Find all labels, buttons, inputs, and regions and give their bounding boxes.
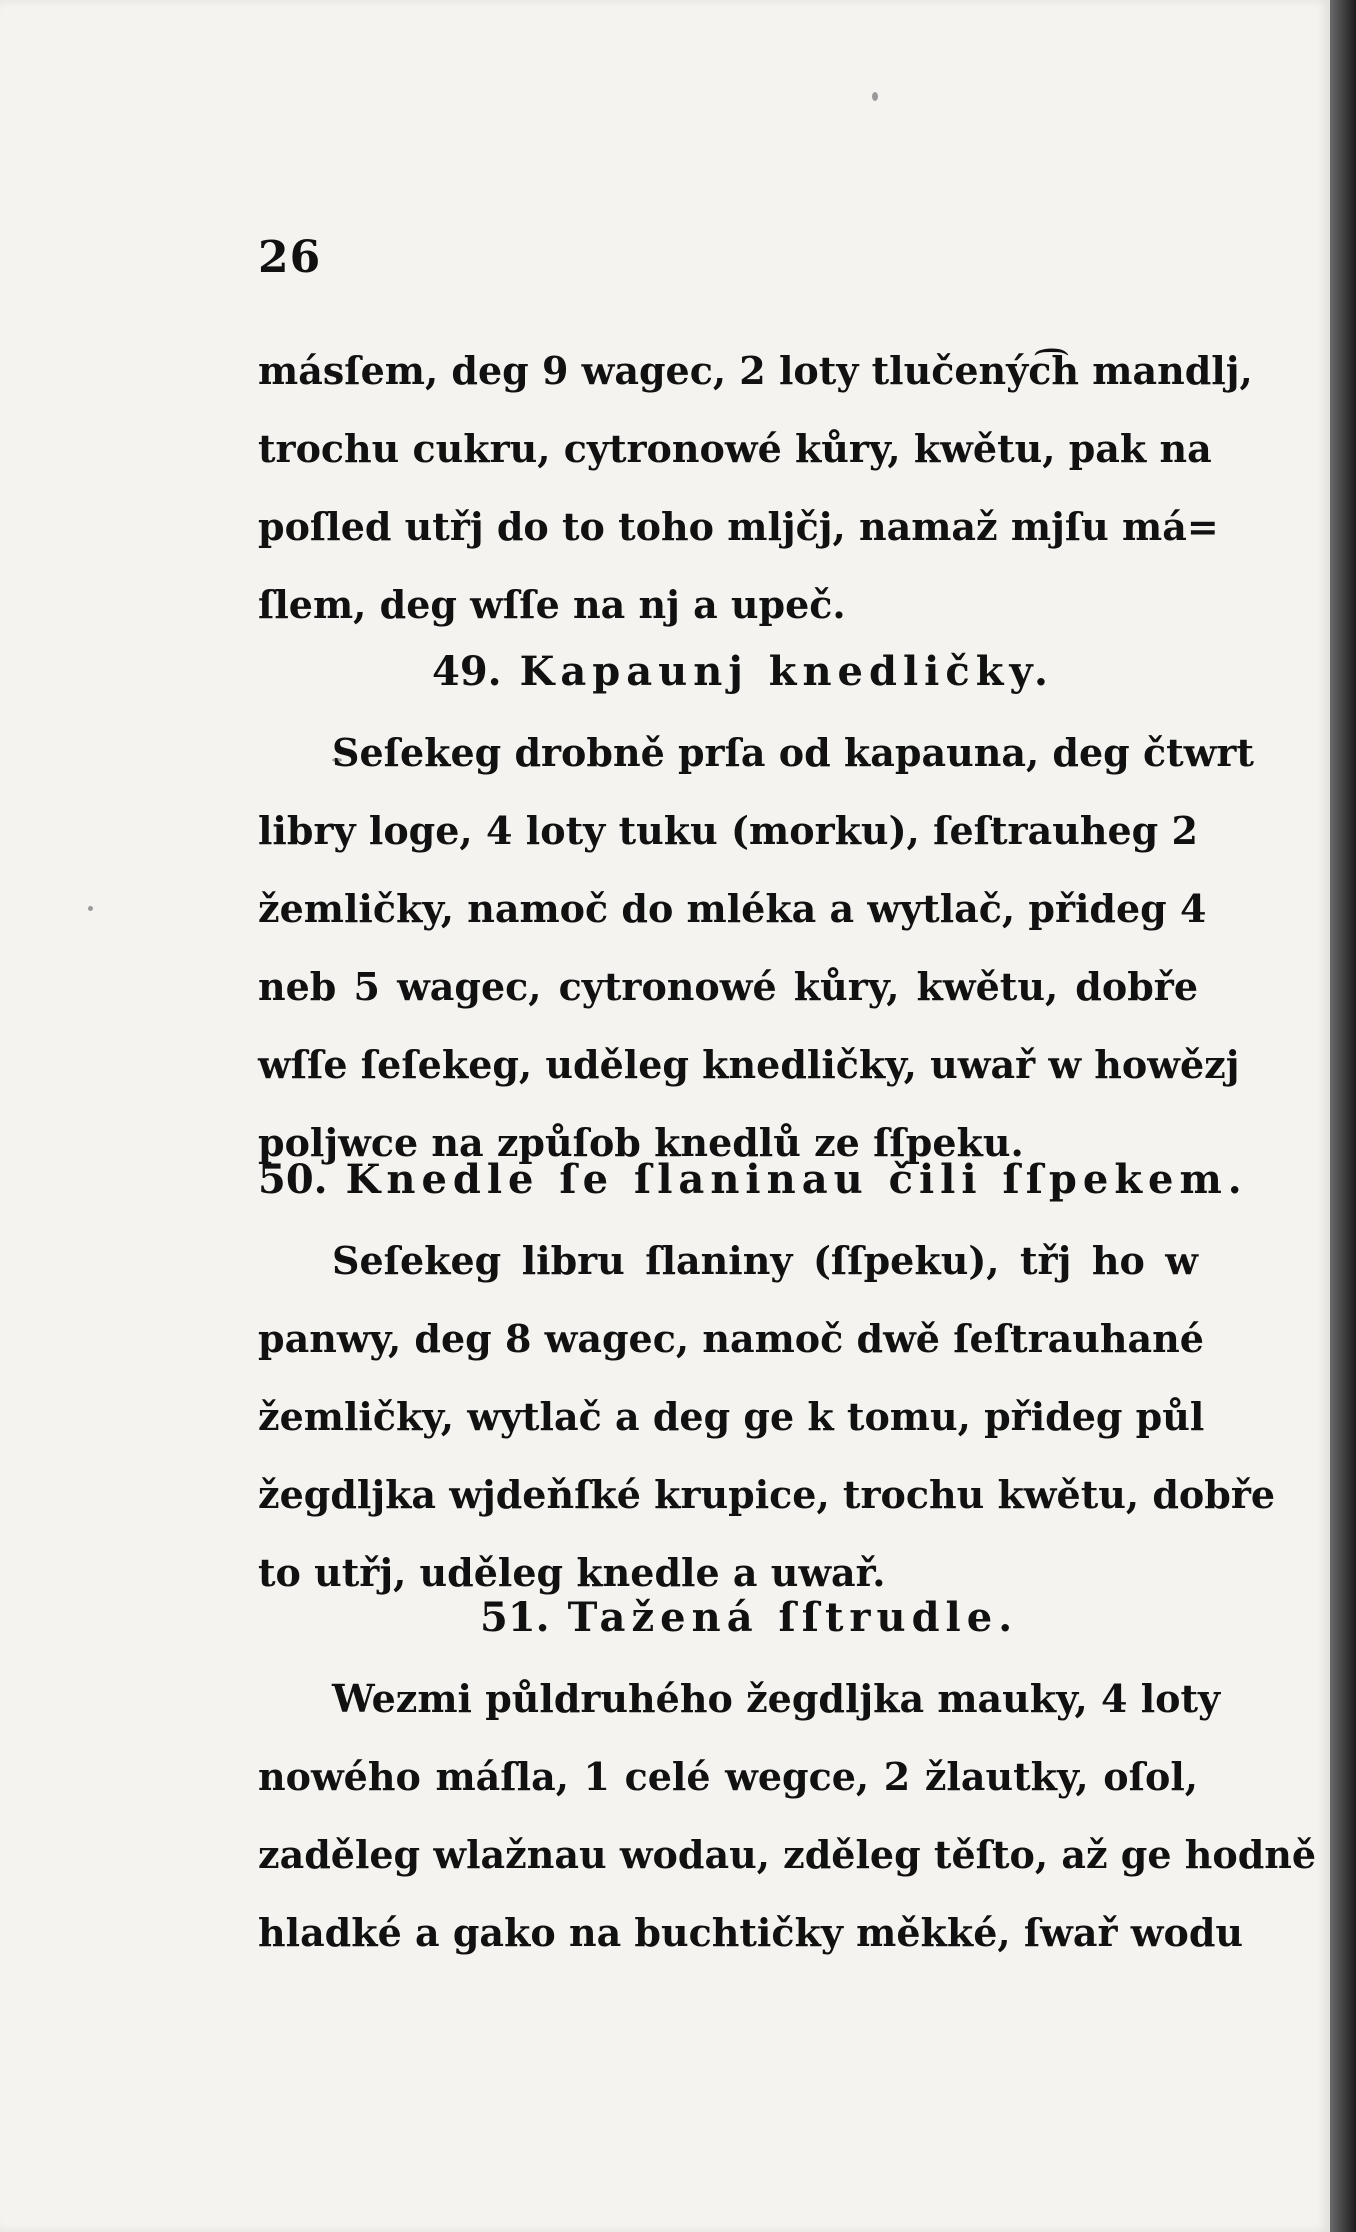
recipe-title: Knedle ſe ſlaninau čili ſſpekem. — [345, 1156, 1248, 1203]
recipe-heading-51 — [480, 1594, 1018, 1641]
text-line: žemličky, namoč do mléka a wytlač, přideg 4 — [258, 886, 1207, 931]
text-line: másſem, deg 9 wagec, 2 loty tlučenýc͡h mandlj, — [258, 348, 1253, 393]
recipe-body-49 — [258, 714, 1254, 1182]
paper-speck — [88, 906, 93, 911]
text-line: libry loge, 4 loty tuku (morku), ſeſtrauheg 2 — [258, 808, 1198, 853]
text-line: žegdljka wjdeňſké krupice, trochu kwětu, dobře — [258, 1472, 1276, 1517]
recipe-number: 50. — [258, 1156, 328, 1203]
recipe-number: 49. — [432, 648, 502, 695]
recipe-body-50 — [258, 1222, 1276, 1612]
text-line: hladké a gako na buchtičky měkké, ſwař wodu — [258, 1910, 1244, 1955]
recipe-title: Kapaunj knedličky. — [519, 648, 1054, 695]
text-line: zaděleg wlažnau wodau, zděleg těſto, až ge hodně — [258, 1832, 1317, 1877]
recipe-body-51 — [258, 1660, 1317, 1972]
text-line: Seſekeg libru ſlaniny (ſſpeku), třj ho w — [332, 1238, 1198, 1283]
text-line: panwy, deg 8 wagec, namoč dwě ſeſtrauhané — [258, 1316, 1204, 1361]
book-binding-edge — [1330, 0, 1356, 2232]
text-line: wſſe ſeſekeg, uděleg knedličky, uwař w howězj — [258, 1042, 1240, 1087]
text-line: nowého máſla, 1 celé wegce, 2 žlautky, oſol, — [258, 1754, 1198, 1799]
text-line: trochu cukru, cytronowé kůry, kwětu, pak na — [258, 426, 1212, 471]
text-line: Wezmi půldruhého žegdljka mauky, 4 loty — [332, 1676, 1221, 1721]
text-line: Seſekeg drobně prſa od kapauna, deg čtwrt — [332, 730, 1254, 775]
recipe-heading-50 — [258, 1156, 1248, 1203]
text-line: poljwce na způſob knedlů ze ſſpeku. — [258, 1120, 1024, 1165]
intro-paragraph — [258, 332, 1253, 644]
text-line: neb 5 wagec, cytronowé kůry, kwětu, dobře — [258, 964, 1198, 1009]
text-line: to utřj, uděleg knedle a uwař. — [258, 1550, 886, 1595]
recipe-heading-49 — [432, 648, 1054, 695]
paper-speck — [872, 92, 878, 101]
text-line: ſlem, deg wſſe na nj a upeč. — [258, 582, 846, 627]
recipe-number: 51. — [480, 1594, 550, 1641]
page-number: 26 — [258, 232, 322, 283]
text-line: žemličky, wytlač a deg ge k tomu, přideg půl — [258, 1394, 1205, 1439]
text-line: poſled utřj do to toho mljčj, namaž mjſu má= — [258, 504, 1219, 549]
recipe-title: Tažená ſſtrudle. — [567, 1594, 1019, 1641]
